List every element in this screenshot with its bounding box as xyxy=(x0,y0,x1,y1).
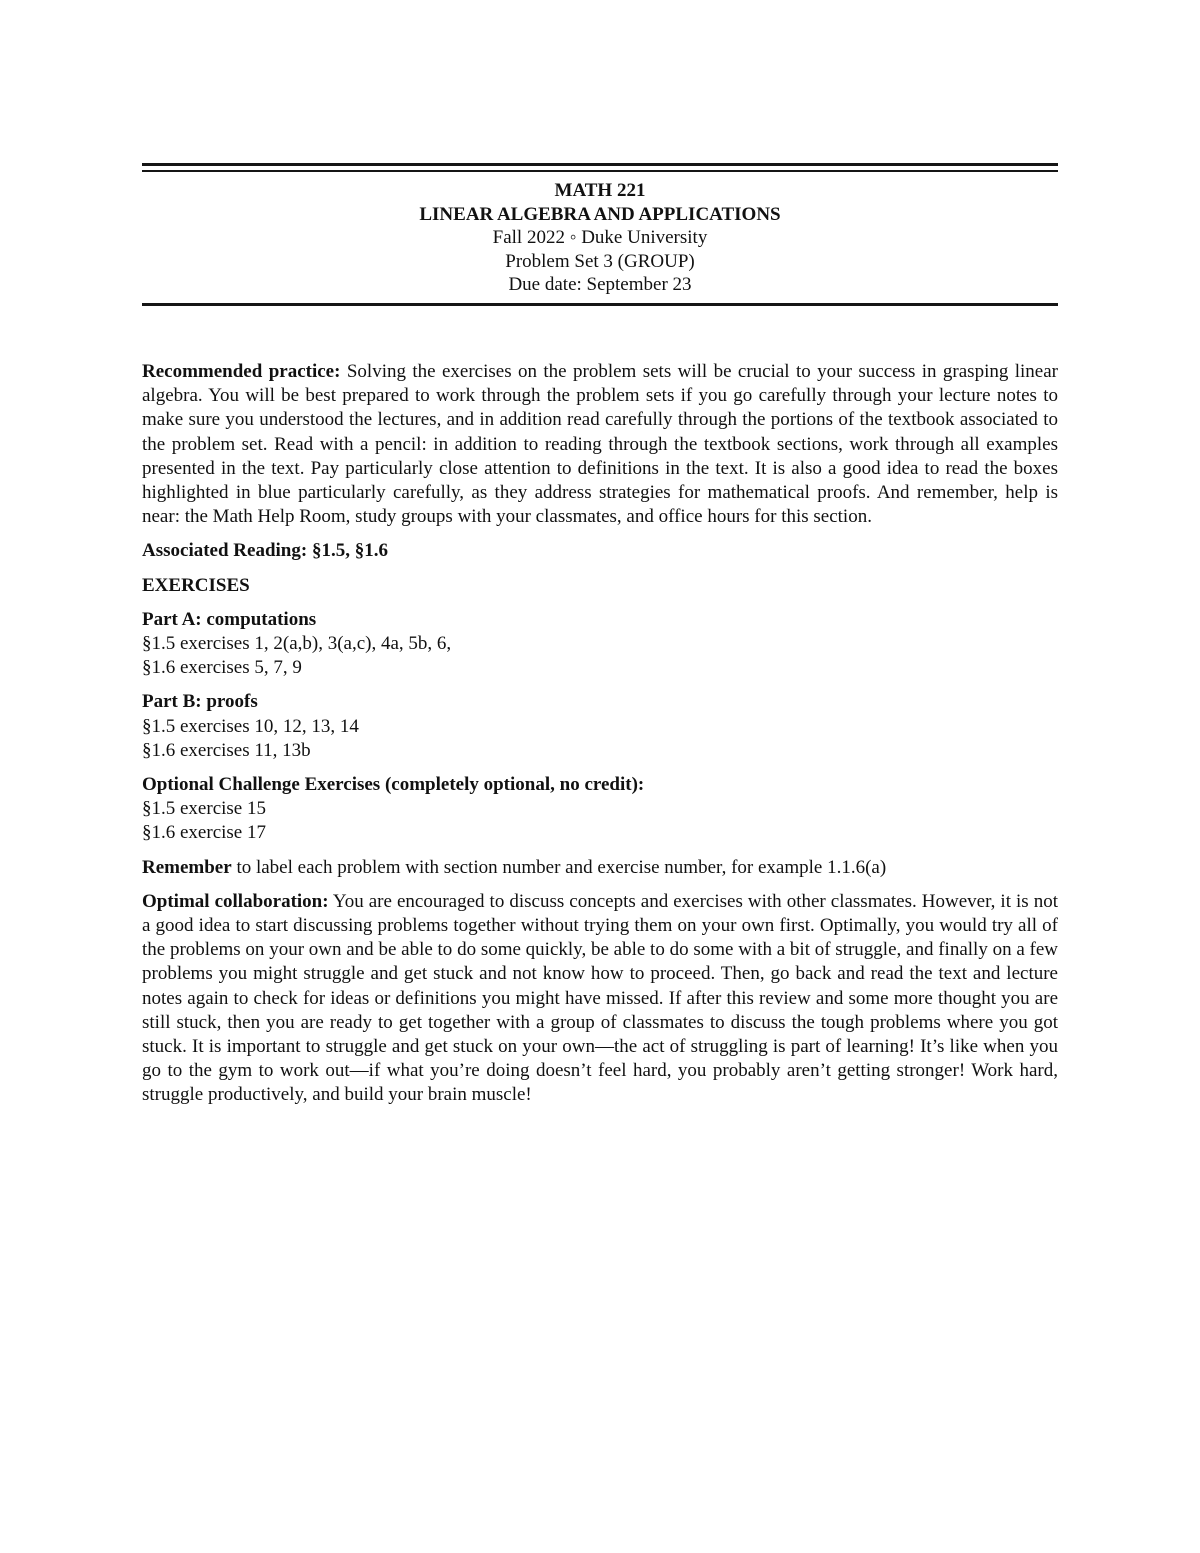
course-code: MATH 221 xyxy=(554,180,646,201)
paragraph-remember xyxy=(142,856,1058,880)
remember-text: to label each problem with section number and exercise number, for example 1.1.6(a) xyxy=(236,856,887,878)
part-b-line-2: §1.6 exercises 11, 13b xyxy=(142,739,311,761)
part-a-line-1: §1.5 exercises 1, 2(a,b), 3(a,c), 4a, 5b, 6, xyxy=(142,633,452,654)
remember-lead: Remember xyxy=(142,856,232,878)
optional-challenge-block xyxy=(142,773,1058,846)
optimal-collaboration-text: You are encouraged to discuss concepts and exercises with other classmates. However, it is not a good idea to start discussing problems together without trying them on your own first. Optimally, you would try all of the problems on your own and be able to do some quickly, be able to do some with a bit of struggle, and finally on a few problems you might struggle and get stuck and not know how to proceed. Then, go back and read the text and lecture notes again to check for ideas or definitions you might have missed. If after this review and some more thought you are still stuck, then you are ready to get together with a group of classmates to discuss the tough problems where you got stuck. It is important to struggle and get stuck on your own—the act of struggling is part of learning! It’s like when you go to the gym to work out—if what you’re doing doesn’t feel hard, you probably aren’t getting stronger! Work hard, struggle productively, and build your brain muscle! xyxy=(142,890,1058,1106)
exercises-heading: EXERCISES xyxy=(142,574,250,596)
optional-challenge-line-2: §1.6 exercise 17 xyxy=(142,822,266,844)
part-a-heading: Part A: computations xyxy=(142,608,317,630)
paragraph-optimal-collaboration xyxy=(142,890,1058,1108)
part-a-block xyxy=(142,608,1058,681)
course-title: LINEAR ALGEBRA AND APPLICATIONS xyxy=(419,203,781,225)
paragraph-recommended-practice xyxy=(142,360,1058,529)
part-a-line-2: §1.6 exercises 5, 7, 9 xyxy=(142,657,302,679)
part-b-block xyxy=(142,690,1058,763)
header-text xyxy=(142,172,1058,303)
recommended-practice-lead: Recommended practice: xyxy=(142,360,341,382)
top-rule-thick xyxy=(142,163,1058,166)
part-b-line-1: §1.5 exercises 10, 12, 13, 14 xyxy=(142,715,359,737)
bottom-rule xyxy=(142,303,1058,306)
optional-challenge-line-1: §1.5 exercise 15 xyxy=(142,798,266,820)
problem-set-line: Problem Set 3 (GROUP) xyxy=(505,250,695,272)
associated-reading-line: Associated Reading: §1.5, §1.6 xyxy=(142,540,388,562)
document-body xyxy=(142,360,1058,1108)
recommended-practice-text: Solving the exercises on the problem sets will be crucial to your success in grasping linear algebra. You will be best prepared to work through the problem sets if you go carefully through your lecture notes to make sure you understood the lectures, and in addition read carefully through the portions of the textbook associated to the problem set. Read with a pencil: in addition to reading through the textbook sections, work through all examples presented in the text. Pay particularly close attention to definitions in the text. It is also a good idea to read the boxes highlighted in blue particularly carefully, as they address strategies for mathematical proofs. And remember, help is near: the Math Help Room, study groups with your classmates, and office hours for this section. xyxy=(142,360,1059,528)
optimal-collaboration-lead: Optimal collaboration: xyxy=(142,890,329,912)
top-double-rule xyxy=(142,163,1058,172)
document-page xyxy=(142,163,1058,1108)
term-line: Fall 2022 ◦ Duke University xyxy=(492,227,708,249)
optional-challenge-heading: Optional Challenge Exercises (completely optional, no credit): xyxy=(142,774,645,796)
part-b-heading: Part B: proofs xyxy=(142,691,258,713)
due-date-line: Due date: September 23 xyxy=(508,274,692,296)
header-block xyxy=(142,163,1058,306)
